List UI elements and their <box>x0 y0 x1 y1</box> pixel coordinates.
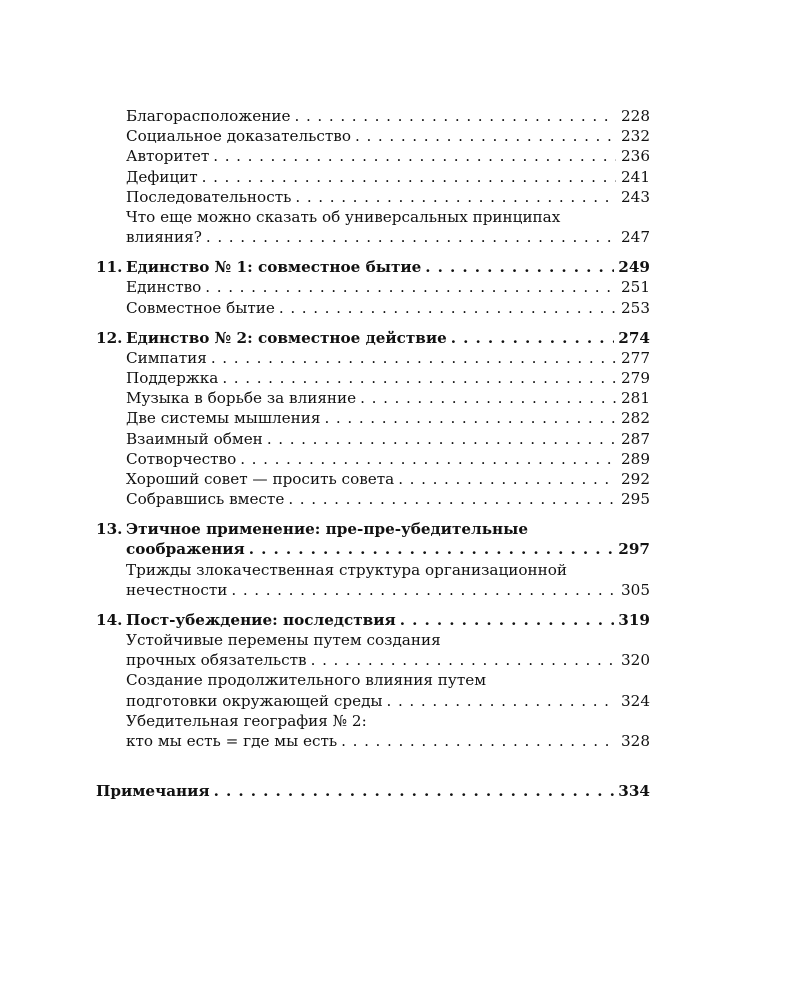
toc-line <box>96 328 650 348</box>
entry-title: Единство № 2: совместное действие <box>126 328 447 347</box>
page-number: 249 <box>618 258 650 277</box>
leader-dots <box>211 348 616 368</box>
entry-title: Поддержка <box>126 369 219 388</box>
leader-dots <box>360 388 616 408</box>
entry-title: Собравшись вместе <box>126 490 285 509</box>
toc-line <box>96 731 650 751</box>
toc-subentry[interactable] <box>96 167 650 187</box>
entry-title: Авторитет <box>126 147 210 166</box>
leader-dots <box>400 610 615 630</box>
page-number: 228 <box>621 106 650 125</box>
toc-subentry[interactable] <box>96 207 650 247</box>
page-number: 297 <box>618 540 650 559</box>
entry-title: Совместное бытие <box>126 298 275 317</box>
toc-line <box>96 449 650 469</box>
leader-dots <box>355 126 616 146</box>
page-number: 247 <box>621 228 650 247</box>
leader-dots <box>205 277 616 297</box>
toc-chapter-entry[interactable] <box>96 519 650 559</box>
chapter-number: 14. <box>96 610 123 629</box>
toc-subentry[interactable] <box>96 630 650 670</box>
entry-title: Сотворчество <box>126 449 237 468</box>
page-number: 295 <box>621 490 650 509</box>
toc-line <box>96 691 650 711</box>
toc-line <box>96 298 650 318</box>
toc-line <box>96 187 650 207</box>
page-number: 236 <box>621 147 650 166</box>
toc-subentry[interactable] <box>96 449 650 469</box>
leader-dots <box>341 731 616 751</box>
toc-line <box>96 368 650 388</box>
toc-line <box>96 207 650 227</box>
leader-dots <box>288 489 616 509</box>
leader-dots <box>311 650 616 670</box>
leader-dots <box>451 328 615 348</box>
page-number: 292 <box>621 469 650 488</box>
toc-subentry[interactable] <box>96 368 650 388</box>
entry-title: кто мы есть = где мы есть <box>126 731 338 750</box>
page-number: 243 <box>621 187 650 206</box>
toc-line <box>96 630 650 650</box>
toc-line <box>96 711 650 731</box>
entry-title: Симпатия <box>126 348 207 367</box>
toc-subentry[interactable] <box>96 489 650 509</box>
entry-title: Пост-убеждение: последствия <box>126 610 396 629</box>
spacer <box>96 247 650 257</box>
leader-dots <box>324 408 616 428</box>
spacer <box>96 751 650 781</box>
toc-subentry[interactable] <box>96 408 650 428</box>
leader-dots <box>202 167 616 187</box>
toc-line <box>96 106 650 126</box>
toc-line <box>96 580 650 600</box>
toc-chapter-entry[interactable] <box>96 610 650 630</box>
toc-chapter-entry[interactable] <box>96 781 650 801</box>
toc-subentry[interactable] <box>96 469 650 489</box>
toc-subentry[interactable] <box>96 187 650 207</box>
toc-line <box>96 610 650 630</box>
leader-dots <box>249 539 615 559</box>
toc-line <box>96 227 650 247</box>
entry-title: Что еще можно сказать об универсальных принципах <box>126 207 561 226</box>
table-of-contents <box>96 106 650 801</box>
toc-chapter-entry[interactable] <box>96 328 650 348</box>
toc-line <box>96 167 650 187</box>
page-number: 328 <box>621 731 650 750</box>
leader-dots <box>387 691 616 711</box>
leader-dots <box>222 368 616 388</box>
leader-dots <box>295 187 616 207</box>
leader-dots <box>425 257 614 277</box>
toc-chapter-entry[interactable] <box>96 257 650 277</box>
entry-title: Музыка в борьбе за влияние <box>126 389 357 408</box>
toc-line <box>96 670 650 690</box>
toc-subentry[interactable] <box>96 429 650 449</box>
entry-title: подготовки окружающей среды <box>126 691 383 710</box>
leader-dots <box>398 469 616 489</box>
entry-title: прочных обязательств <box>126 651 307 670</box>
leader-dots <box>206 227 616 247</box>
entry-title: Дефицит <box>126 167 198 186</box>
entry-title: Создание продолжительного влияния путем <box>126 671 487 690</box>
entry-title: Этичное применение: пре-пре-убедительные <box>126 520 529 539</box>
entry-title: Убедительная география № 2: <box>126 711 367 730</box>
entry-title: соображения <box>126 540 245 559</box>
entry-title: Хороший совет — просить совета <box>126 469 395 488</box>
page-number: 282 <box>621 409 650 428</box>
toc-line <box>96 257 650 277</box>
toc-subentry[interactable] <box>96 106 650 126</box>
page-number: 277 <box>621 348 650 367</box>
entry-title: Благорасположение <box>126 106 291 125</box>
page-number: 281 <box>621 389 650 408</box>
toc-subentry[interactable] <box>96 298 650 318</box>
toc-subentry[interactable] <box>96 670 650 710</box>
page-number: 251 <box>621 278 650 297</box>
page-number: 305 <box>621 580 650 599</box>
entry-title: Последовательность <box>126 187 292 206</box>
entry-title: Две системы мышления <box>126 409 321 428</box>
toc-subentry[interactable] <box>96 711 650 751</box>
entry-title: влияния? <box>126 228 202 247</box>
toc-line <box>96 388 650 408</box>
toc-line <box>96 519 650 539</box>
entry-title: Взаимный обмен <box>126 429 263 448</box>
entry-title: Социальное доказательство <box>126 127 351 146</box>
entry-title: Трижды злокачественная структура организационной <box>126 560 568 579</box>
page-number: 241 <box>621 167 650 186</box>
leader-dots <box>267 429 616 449</box>
spacer <box>96 509 650 519</box>
entry-title: нечестности <box>126 580 228 599</box>
toc-subentry[interactable] <box>96 126 650 146</box>
toc-line <box>96 146 650 166</box>
toc-line <box>96 650 650 670</box>
entry-title: Примечания <box>96 782 210 801</box>
chapter-number: 11. <box>96 258 123 277</box>
leader-dots <box>231 580 616 600</box>
entry-title: Единство № 1: совместное бытие <box>126 258 422 277</box>
page-number: 334 <box>618 782 650 801</box>
spacer <box>96 318 650 328</box>
leader-dots <box>240 449 616 469</box>
toc-line <box>96 489 650 509</box>
toc-line <box>96 408 650 428</box>
toc-line <box>96 539 650 559</box>
leader-dots <box>295 106 617 126</box>
entry-title: Устойчивые перемены путем создания <box>126 631 441 650</box>
toc-subentry[interactable] <box>96 560 650 600</box>
leader-dots <box>213 146 616 166</box>
page-number: 289 <box>621 449 650 468</box>
page-number: 287 <box>621 429 650 448</box>
page-number: 274 <box>618 328 650 347</box>
page-number: 279 <box>621 369 650 388</box>
toc-subentry[interactable] <box>96 277 650 297</box>
page-number: 320 <box>621 651 650 670</box>
toc-line <box>96 781 650 801</box>
toc-line <box>96 348 650 368</box>
chapter-number: 13. <box>96 520 123 539</box>
toc-line <box>96 560 650 580</box>
page-number: 324 <box>621 691 650 710</box>
toc-line <box>96 277 650 297</box>
toc-line <box>96 429 650 449</box>
toc-subentry[interactable] <box>96 146 650 166</box>
page-number: 253 <box>621 298 650 317</box>
toc-subentry[interactable] <box>96 388 650 408</box>
leader-dots <box>279 298 616 318</box>
leader-dots <box>214 781 615 801</box>
chapter-number: 12. <box>96 328 123 347</box>
entry-title: Единство <box>126 278 202 297</box>
page-number: 232 <box>621 127 650 146</box>
page-number: 319 <box>618 610 650 629</box>
toc-line <box>96 469 650 489</box>
toc-line <box>96 126 650 146</box>
spacer <box>96 600 650 610</box>
toc-subentry[interactable] <box>96 348 650 368</box>
